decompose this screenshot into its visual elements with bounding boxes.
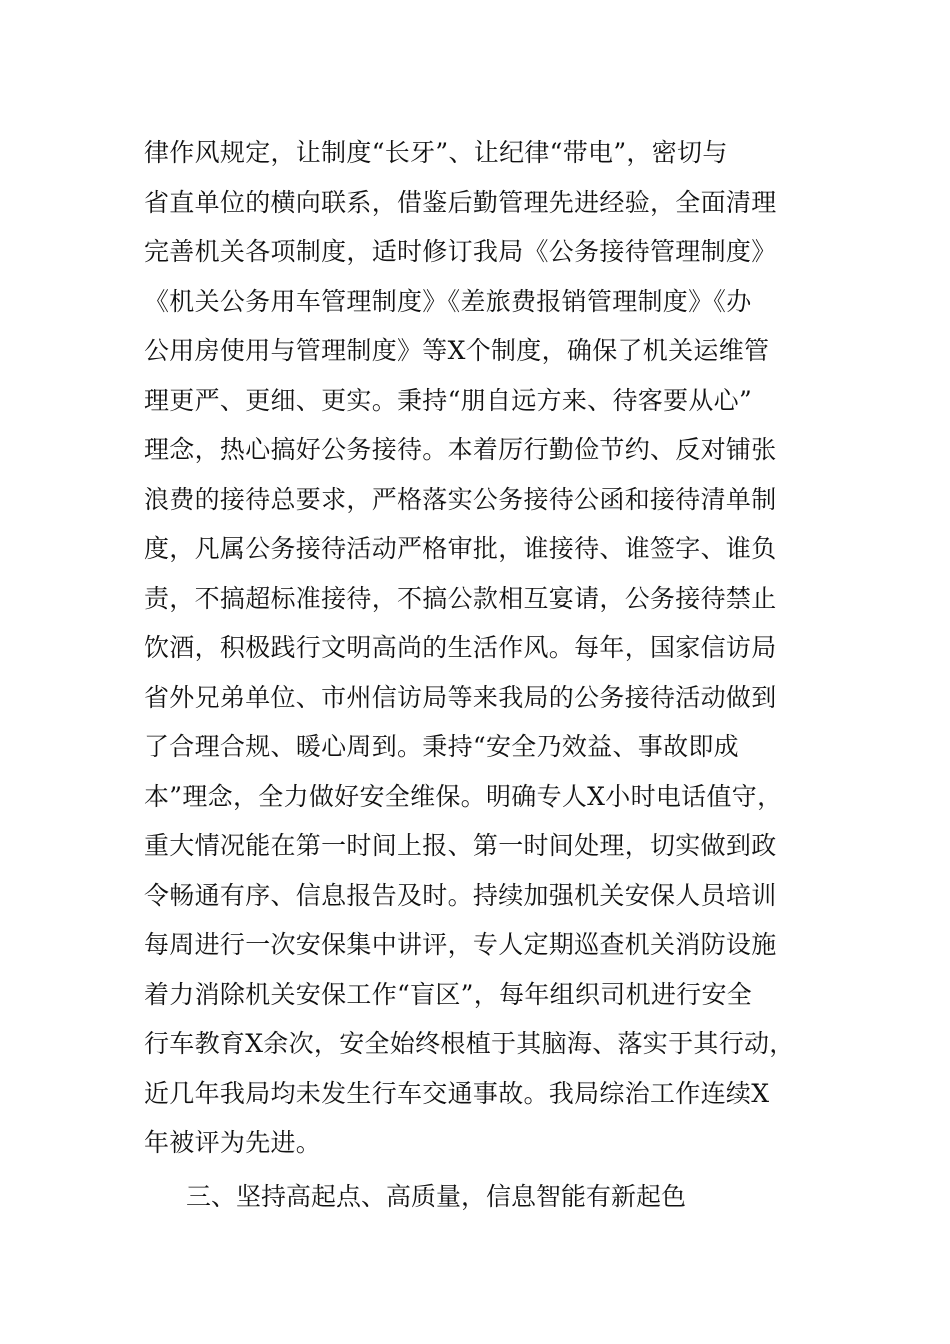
section-heading: 三、坚持高起点、高质量，信息智能有新起色	[186, 1182, 687, 1211]
text-line: 度，凡属公务接待活动严格审批，谁接待、谁签字、谁负	[144, 534, 777, 563]
text-line: 律作风规定，让制度“长牙”、让纪律“带电”，密切与	[144, 138, 728, 167]
text-line: 着力消除机关安保工作“盲区”，每年组织司机进行安全	[144, 979, 753, 1009]
text-line: 《机关公务用车管理制度》《差旅费报销管理制度》《办	[144, 286, 752, 316]
text-line: 责，不搞超标准接待，不搞公款相互宴请，公务接待禁止	[144, 583, 777, 613]
text-line: 年被评为先进。	[144, 1128, 322, 1157]
text-line: 理念，热心搞好公务接待。本着厉行勤俭节约、反对铺张	[144, 435, 777, 464]
text-line: 行车教育X余次，安全始终根植于其脑海、落实于其行动，	[144, 1029, 795, 1058]
text-line: 本”理念，全力做好安全维保。明确专人X小时电话值守，	[144, 781, 783, 811]
text-line: 饮酒，积极践行文明高尚的生活作风。每年，国家信访局	[144, 633, 777, 662]
text-line: 省直单位的横向联系，借鉴后勤管理先进经验，全面清理	[144, 187, 777, 217]
text-line: 令畅通有序、信息报告及时。持续加强机关安保人员培训	[144, 880, 777, 910]
text-line: 完善机关各项制度，适时修订我局《公务接待管理制度》	[144, 237, 777, 266]
text-line: 了合理合规、暖心周到。秉持“安全乃效益、事故即成	[144, 732, 739, 761]
text-line: 浪费的接待总要求，严格落实公务接待公函和接待清单制	[144, 484, 777, 514]
text-line: 公用房使用与管理制度》等X个制度，确保了机关运维管	[144, 336, 770, 365]
text-line: 每周进行一次安保集中讲评，专人定期巡查机关消防设施	[144, 930, 777, 959]
body-paragraph	[144, 128, 816, 1168]
text-line: 理更严、更细、更实。秉持“朋自远方来、待客要从心”	[144, 385, 753, 415]
text-line: 近几年我局均未发生行车交通事故。我局综治工作连续X	[144, 1078, 770, 1108]
text-line: 省外兄弟单位、市州信访局等来我局的公务接待活动做到	[144, 682, 777, 712]
text-line: 重大情况能在第一时间上报、第一时间处理，切实做到政	[144, 831, 777, 860]
